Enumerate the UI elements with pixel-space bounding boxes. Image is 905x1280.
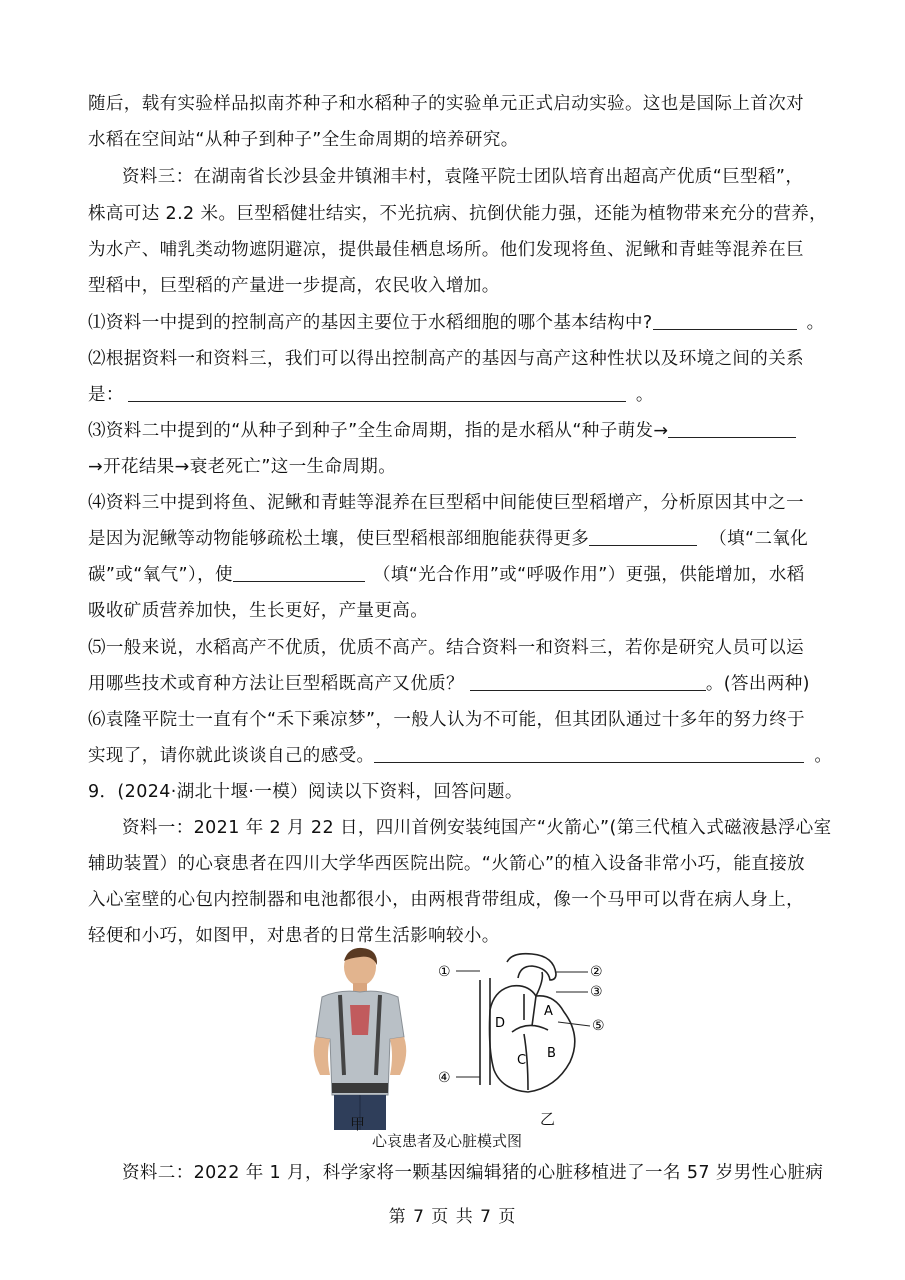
text-line: 轻便和小巧，如图甲，对患者的日常生活影响较小。 [88, 926, 500, 946]
question-text: （填“二氧化 [709, 529, 809, 549]
question-2-cont [88, 383, 654, 407]
question-2: ⑵根据资料一和资料三，我们可以得出控制高产的基因与高产这种性状以及环境之间的关系 [88, 349, 804, 369]
answer-blank[interactable] [668, 419, 796, 438]
text-line: 辅助装置）的心衰患者在四川大学华西医院出院。“火箭心”的植入设备非常小巧，能直接放 [88, 854, 806, 874]
question-text: 用哪些技术或育种方法让巨型稻既高产又优质？ [88, 674, 464, 694]
question-text: ⑶资料二中提到的“从种子到种子”全生命周期，指的是水稻从“种子萌发→ [88, 421, 669, 441]
text-line: 资料三：在湖南省长沙县金井镇湘丰村，袁隆平院士团队培育出超高产优质“巨型稻”， [122, 167, 804, 187]
marker-5: ⑤ [592, 1018, 605, 1034]
question-text: 碳”或“氧气”），使 [88, 565, 233, 585]
marker-2: ② [590, 964, 603, 980]
question-text: ⑴资料一中提到的控制高产的基因主要位于水稻细胞的哪个基本结构中? [88, 313, 653, 333]
punct: 。 [814, 746, 833, 766]
question-9-heading: 9．(2024·湖北十堰·一模）阅读以下资料，回答问题。 [88, 782, 523, 802]
question-5-cont [88, 672, 810, 696]
text-line: 资料二：2022 年 1 月，科学家将一颗基因编辑猪的心脏移植进了一名 57 岁男性心脏病 [122, 1163, 824, 1183]
question-1 [88, 311, 825, 335]
question-text: （填“光合作用”或“呼吸作用”）更强，供能增加，水稻 [372, 565, 805, 585]
text-line: 株高可达 2.2 米。巨型稻健壮结实，不光抗病、抗倒伏能力强，还能为植物带来充分的营养， [88, 204, 828, 224]
question-3-cont: →开花结果→衰老死亡”这一生命周期。 [88, 457, 397, 477]
marker-1: ① [438, 964, 451, 980]
question-text: 实现了，请你就此谈谈自己的感受。 [88, 746, 375, 766]
question-text: 。(答出两种) [705, 674, 810, 694]
text-line: 入心室壁的心包内控制器和电池都很小，由两根背带组成，像一个马甲可以背在病人身上， [88, 890, 804, 910]
question-5: ⑸一般来说，水稻高产不优质，优质不高产。结合资料一和资料三，若你是研究人员可以运 [88, 638, 804, 658]
text-line: 水稻在空间站“从种子到种子”全生命周期的培养研究。 [88, 130, 519, 150]
answer-blank[interactable] [128, 383, 626, 402]
question-4-cont: 吸收矿质营养加快，生长更好，产量更高。 [88, 601, 429, 621]
punct: 。 [806, 313, 825, 333]
patient-illustration [300, 945, 420, 1130]
text-line: 随后，载有实验样品拟南芥种子和水稻种子的实验单元正式启动实验。这也是国际上首次对 [88, 94, 804, 114]
answer-blank[interactable] [589, 527, 697, 546]
figure-label-jia: 甲 [350, 1115, 366, 1133]
text-line: 为水产、哺乳类动物遮阴避凉，提供最佳栖息场所。他们发现将鱼、泥鳅和青蛙等混养在巨 [88, 240, 804, 260]
answer-blank[interactable] [470, 672, 706, 691]
chamber-A: A [544, 1004, 553, 1019]
marker-3: ③ [590, 984, 603, 1000]
answer-blank[interactable] [653, 311, 797, 330]
chamber-B: B [547, 1046, 556, 1061]
answer-blank[interactable] [233, 563, 365, 582]
answer-blank[interactable] [374, 744, 804, 763]
question-3 [88, 419, 796, 443]
page-footer: 第 7 页 共 7 页 [388, 1207, 517, 1227]
heart-diagram [432, 950, 612, 1100]
figure-label-yi: 乙 [540, 1110, 556, 1128]
text-line: 资料一：2021 年 2 月 22 日，四川首例安装纯国产“火箭心”(第三代植入式磁液悬浮心室 [122, 818, 832, 838]
question-4-cont [88, 563, 805, 587]
question-6: ⑹袁隆平院士一直有个“禾下乘凉梦”，一般人认为不可能，但其团队通过十多年的努力终于 [88, 710, 806, 730]
question-text: 是因为泥鳅等动物能够疏松土壤，使巨型稻根部细胞能获得更多 [88, 529, 590, 549]
question-text: 是： [88, 385, 124, 405]
figure-caption: 心哀患者及心脏模式图 [372, 1132, 523, 1150]
marker-4: ④ [438, 1070, 451, 1086]
punct: 。 [635, 385, 654, 405]
chamber-C: C [517, 1053, 527, 1068]
question-6-cont [88, 744, 832, 768]
question-4: ⑷资料三中提到将鱼、泥鳅和青蛙等混养在巨型稻中间能使巨型稻增产，分析原因其中之一 [88, 493, 804, 513]
chamber-D: D [495, 1016, 506, 1031]
question-4-cont [88, 527, 808, 551]
text-line: 型稻中，巨型稻的产量进一步提高，农民收入增加。 [88, 276, 500, 296]
